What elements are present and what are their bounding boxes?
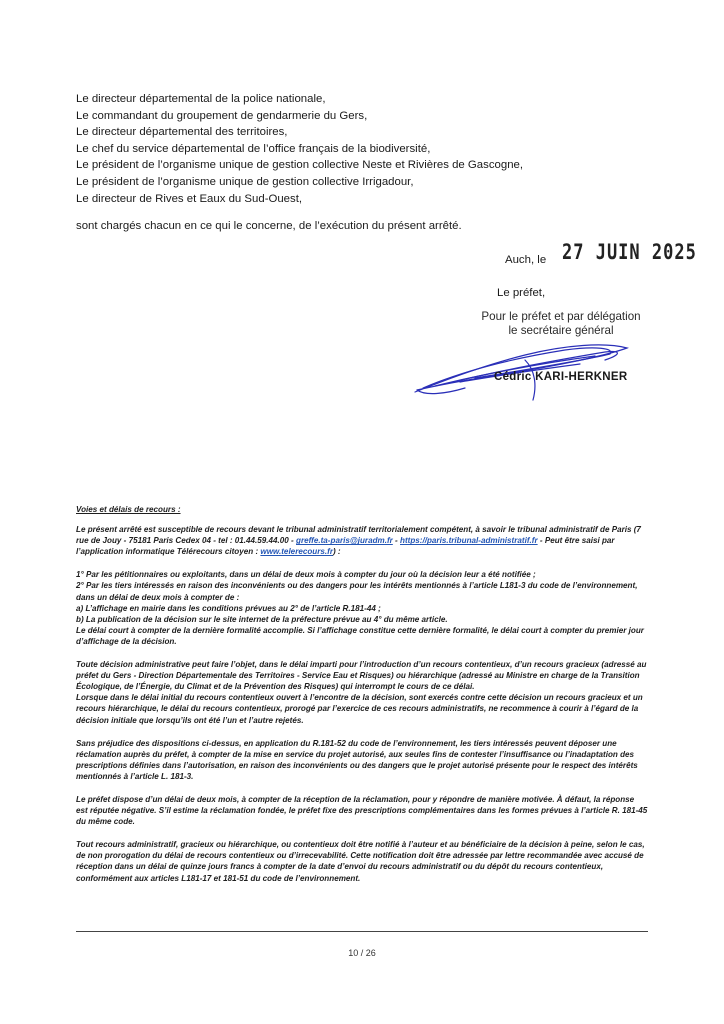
recipient-line: Le directeur départemental de la police nationale, xyxy=(76,93,326,105)
delegation-line: le secrétaire général xyxy=(508,324,614,337)
footer-divider xyxy=(76,931,648,932)
date-stamp: 27 JUIN 2025 xyxy=(562,240,697,265)
signer-name: Cédric KARI-HERKNER xyxy=(494,371,628,383)
appeal-paragraph: Sans préjudice des dispositions ci-dessus, en application du R.181-52 du code de l’environnement, les tiers intéressés peuvent déposer une réclamation auprès du préfet, à compter de la mise en service du projet autorisé, aux seules fins de contester l’insuffisance ou l’inadaptation des prescriptions définies dans l’autorisation, en raison des inconvénients ou des dangers que le projet autorisé présente pour le respect des intérêts mentionnés à l’article L. 181-3. xyxy=(76,738,638,781)
appeal-paragraph: Le présent arrêté est susceptible de recours devant le tribunal administratif territorialement compétent, à savoir le tribunal administratif de Paris (7 rue de Jouy - 75181 Paris Cedex 04 - tel : 01.44.59.44.00 - greffe.ta-paris@juradm.fr - https://paris.tribunal-administratif.fr - Peut être saisi par l’application informatique Télérecours citoyen : www.telerecours.fr) : xyxy=(76,525,641,557)
appeal-paragraph: 1° Par les pétitionnaires ou exploitants, dans un délai de deux mois à compter du jour où la décision leur a été notifiée ; 2° Par les tiers intéressés en raison des inconvénients ou des dangers pour les intérêts mentionnés à l’article L181-3 du code de l’environnement, dans un délai de deux mois à compter de : a) L’affichage en mairie dans les conditions prévues au 2° de l’article R.181-44 ; b) La publication de la décision sur le site internet de la préfecture prévue au 4° du même article. Le délai court à compter de la dernière formalité accomplie. Si l’affichage constitue cette dernière formalité, le délai court à compter du premier jour d’affichage de la décision. xyxy=(76,570,644,646)
recipients-list xyxy=(76,91,523,207)
recipient-line: Le commandant du groupement de gendarmerie du Gers, xyxy=(76,109,368,122)
recipient-line: Le président de l’organisme unique de gestion collective Neste et Rivières de Gascogne, xyxy=(76,159,524,172)
execution-clause: sont chargés chacun en ce qui le concerne, de l’exécution du présent arrêté. xyxy=(76,220,462,232)
appeal-title: Voies et délais de recours : xyxy=(76,505,181,514)
handwritten-signature xyxy=(405,330,635,410)
appeal-paragraph: Toute décision administrative peut faire l’objet, dans le délai imparti pour l’introduction d’un recours contentieux, d’un recours gracieux (adressé au préfet du Gers - Direction Départementale des Territoires - Service Eau et Risques) ou hiérarchique (adressé au Ministre en charge de la Transition Écologique, de l’Énergie, du Climat et de la Prévention des Risques) qui interrompt le cours de ce délai. Lorsque dans le délai initial du recours contentieux ouvert à l’encontre de la décision, sont exercés contre cette décision un recours gracieux et un recours hiérarchique, le délai du recours contentieux, prorogé par l’exercice de ces recours administratifs, ne recommence à courir à l’égard de la décision initiale que lorsqu’ils ont été l’un et l’autre rejetés. xyxy=(76,660,647,725)
appeal-section xyxy=(76,504,648,896)
delegation-line: Pour le préfet et par délégation xyxy=(481,310,641,323)
recipient-line: Le chef du service départemental de l’office français de la biodiversité, xyxy=(76,142,431,155)
email-link[interactable]: greffe.ta-paris@juradm.fr xyxy=(296,536,393,546)
telerecours-link[interactable]: www.telerecours.fr xyxy=(260,547,333,557)
recipient-line: Le président de l’organisme unique de gestion collective Irrigadour, xyxy=(76,175,414,188)
appeal-paragraph: Le préfet dispose d’un délai de deux mois, à compter de la réception de la réclamation, pour y répondre de manière motivée. À défaut, la réponse est réputée négative. S’il estime la réclamation fondée, le préfet fixe des prescriptions complémentaires dans les formes prévues à l’article R. 181-45 du même code. xyxy=(76,794,648,827)
prefet-title: Le préfet, xyxy=(497,287,546,299)
recipient-line: Le directeur départemental des territoires, xyxy=(76,126,288,139)
tribunal-website-link[interactable]: https://paris.tribunal-administratif.fr xyxy=(400,536,538,546)
recipient-line: Le directeur de Rives et Eaux du Sud-Ouest, xyxy=(76,192,303,205)
appeal-paragraph: Tout recours administratif, gracieux ou hiérarchique, ou contentieux doit être notifié à l’auteur et au bénéficiaire de la décision à peine, selon le cas, de non prorogation du délai de recours contentieux ou d’irrecevabilité. Cette notification doit être adressée par lettre recommandée avec accusé de réception dans un délai de quinze jours francs à compter de la date d’envoi du recours administratif ou du dépôt du recours contentieux, conformément aux articles L181-17 et 181-51 du code de l’environnement. xyxy=(76,840,645,883)
place-label: Auch, le xyxy=(505,254,547,266)
page-number: 10 / 26 xyxy=(348,948,376,958)
